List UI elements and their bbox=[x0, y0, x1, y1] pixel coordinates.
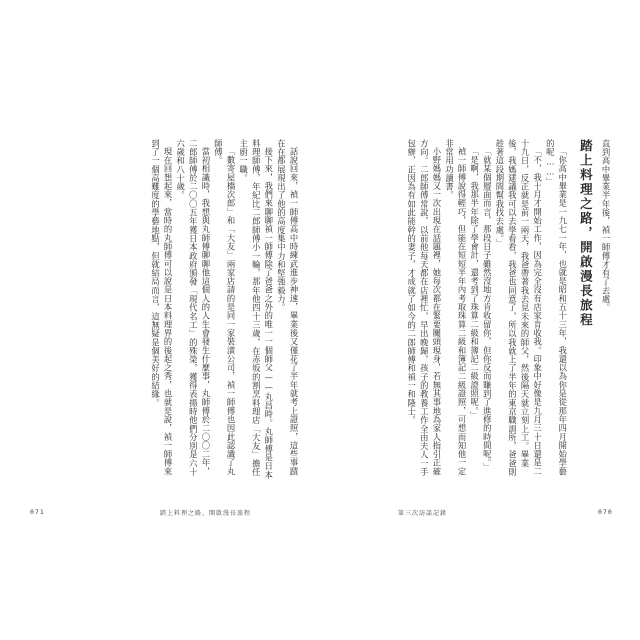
paragraph: 接下來，我們來聊聊禎一師傅除了爸爸之外的唯一一個師父——丸昌時。丸師傅是日本料理師傅，年紀比二郎師傅小一輪，那年他四十三歲，在赤坂的割烹料理店「大友」擔任主廚一職。 bbox=[238, 139, 274, 480]
paragraph: 禎一師傅說得輕巧，但能在短短半年內考取珠算二級和簿記二級證照，可想而知他一定非常用功讀書。 bbox=[444, 139, 468, 476]
page-number-left: 071 bbox=[30, 508, 45, 516]
paragraph: 話說回來，禎一師傅高中時練武進步神速，畢業後又僅花了半年就考上證照，這些事蹟在在都展現出了他的高度集中力和堅強毅力。 bbox=[276, 139, 299, 476]
paragraph: 「不，我十月才開始工作，因為完全沒有店家肯收我。印象中好像是九月三十日還是二十九日，反正就是前一兩天，我爸帶著我去見未來的師父，然後隔天就立刻上工。畢業後，我媽建議我可以去學看看，我爸也同意了，所以我就上了半年的東京職訓所，爸爸則趁著這段期間幫我找去處。」 bbox=[494, 139, 543, 477]
page-number-right: 070 bbox=[598, 508, 613, 516]
running-head-left: 踏上料理之路，開啟漫長旅程 bbox=[160, 510, 252, 517]
paragraph: 「就某個層面而言，那段日子雖然沒地方肯收留你，但你反而賺到了進修的時間呢。」 bbox=[482, 147, 493, 472]
paragraph: 直到高中畢業半年後，禎一師傅才有了去處。 bbox=[601, 139, 611, 312]
chapter-heading: 踏上料理之路，開啟漫長旅程 bbox=[578, 139, 594, 328]
paragraph: 「你高中畢業是一九七一年，也就是昭和五十三年，我還以為你是從那年四月開始學藝的呢……」 bbox=[545, 139, 568, 476]
paragraph: 當初相識時，我想與丸師傅聊聊他這個人的人生會發生什麼事，丸師傅於二〇〇二年，二郎師傅於二〇〇五年獲日本政府頒發「現代名工」的殊榮，獲得表揚時他們分別是六十六歲和八十歲。 bbox=[175, 139, 211, 477]
right-page bbox=[320, 0, 640, 640]
paragraph: 「是啊，我那半年除了學會計，還考到了珠算二級和簿記二級證照呢。」 bbox=[469, 147, 480, 420]
running-head-right: 第三次訪談記錄 bbox=[398, 510, 448, 517]
left-page-body bbox=[60, 139, 300, 484]
paragraph: 「數寄屋橋次郎」和「大友」兩家店請的是同一家裝潢公司，禎一師傅也因此認識了丸師傅。 bbox=[213, 139, 237, 476]
paragraph: 小野媽媽又一次出現在話題裡，她每次都在緊要關頭現身，若無其事地為家人指引正確方向。二郎師傅常說，以前他每天都在店裡忙，早出晚歸，孩子的教養工作全由夫人一手包辦，正因為有如此能幹的妻子，才成就了如今的二郎師傅和禎一和隆士。 bbox=[406, 139, 442, 477]
right-page-body bbox=[374, 139, 612, 484]
paragraph: 現在回想起來，當時的丸師傅可以說是日本料理界的後起之秀，也就是說，禎一師傅來到了一個高難度的學藝地點，但就結局而言，這無疑是個美好的結緣。 bbox=[150, 139, 174, 476]
